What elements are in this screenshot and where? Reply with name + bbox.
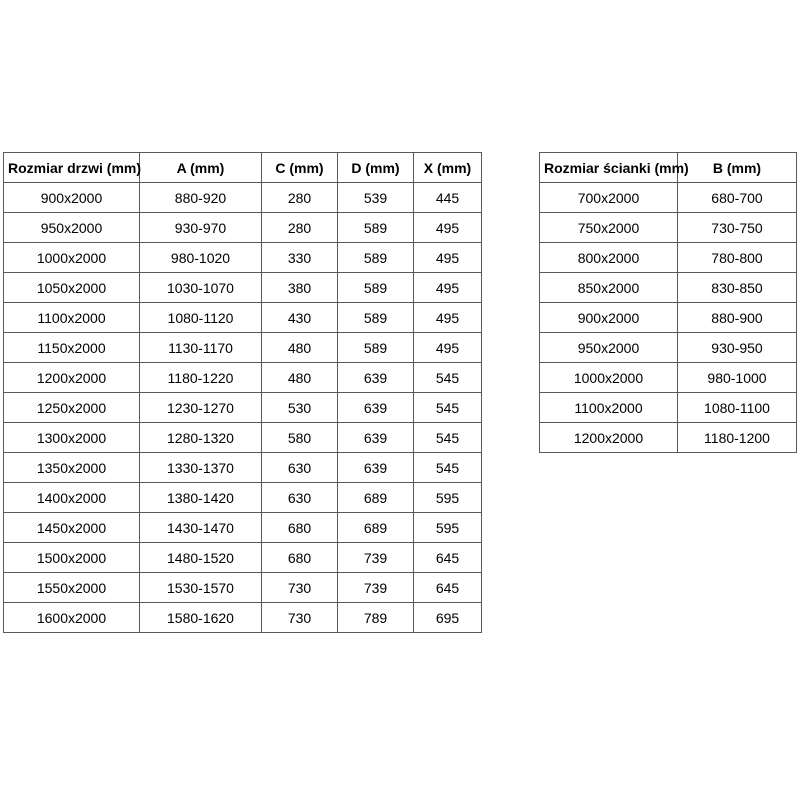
table-cell: 1130-1170 xyxy=(140,333,262,363)
table-cell: 639 xyxy=(338,393,414,423)
table-row xyxy=(4,363,482,393)
table-cell: 589 xyxy=(338,273,414,303)
table-cell: 545 xyxy=(414,363,482,393)
table-row xyxy=(540,213,797,243)
table-cell: 445 xyxy=(414,183,482,213)
table-cell: 630 xyxy=(262,453,338,483)
table-cell: 730 xyxy=(262,603,338,633)
table-row xyxy=(4,303,482,333)
table-cell: 539 xyxy=(338,183,414,213)
door-dimensions-table xyxy=(3,152,482,633)
table-row xyxy=(540,363,797,393)
table-cell: 1580-1620 xyxy=(140,603,262,633)
table-cell: 1050x2000 xyxy=(4,273,140,303)
table-cell: 589 xyxy=(338,243,414,273)
table-row xyxy=(540,333,797,363)
table-row xyxy=(4,333,482,363)
table-row xyxy=(4,603,482,633)
table-cell: 1350x2000 xyxy=(4,453,140,483)
table-cell: 695 xyxy=(414,603,482,633)
table-cell: 589 xyxy=(338,303,414,333)
table-cell: 680 xyxy=(262,513,338,543)
table-cell: 880-920 xyxy=(140,183,262,213)
table-cell: 330 xyxy=(262,243,338,273)
table-cell: 480 xyxy=(262,363,338,393)
table-cell: 495 xyxy=(414,213,482,243)
table-cell: 680 xyxy=(262,543,338,573)
table-row xyxy=(540,423,797,453)
table-row xyxy=(4,513,482,543)
table-cell: 589 xyxy=(338,213,414,243)
table-cell: 739 xyxy=(338,573,414,603)
table-cell: 580 xyxy=(262,423,338,453)
table-cell: 850x2000 xyxy=(540,273,678,303)
table-cell: 380 xyxy=(262,273,338,303)
table-cell: 930-970 xyxy=(140,213,262,243)
table-cell: 1600x2000 xyxy=(4,603,140,633)
table-cell: 1330-1370 xyxy=(140,453,262,483)
table-row xyxy=(4,453,482,483)
column-header: X (mm) xyxy=(414,153,482,183)
table-cell: 280 xyxy=(262,183,338,213)
table-cell: 645 xyxy=(414,573,482,603)
table-cell: 595 xyxy=(414,513,482,543)
table-cell: 545 xyxy=(414,423,482,453)
table-cell: 589 xyxy=(338,333,414,363)
column-header: A (mm) xyxy=(140,153,262,183)
table-cell: 1030-1070 xyxy=(140,273,262,303)
table-cell: 1400x2000 xyxy=(4,483,140,513)
table-cell: 639 xyxy=(338,423,414,453)
table-cell: 1480-1520 xyxy=(140,543,262,573)
table-cell: 1080-1120 xyxy=(140,303,262,333)
table-cell: 739 xyxy=(338,543,414,573)
table-cell: 900x2000 xyxy=(540,303,678,333)
table-cell: 545 xyxy=(414,453,482,483)
table-row xyxy=(4,483,482,513)
table-cell: 730-750 xyxy=(678,213,797,243)
table-cell: 800x2000 xyxy=(540,243,678,273)
table-cell: 630 xyxy=(262,483,338,513)
table-cell: 780-800 xyxy=(678,243,797,273)
table-cell: 700x2000 xyxy=(540,183,678,213)
table-row xyxy=(4,273,482,303)
table-cell: 950x2000 xyxy=(4,213,140,243)
table-cell: 1500x2000 xyxy=(4,543,140,573)
table-cell: 1080-1100 xyxy=(678,393,797,423)
table-cell: 495 xyxy=(414,333,482,363)
table-cell: 980-1020 xyxy=(140,243,262,273)
table-cell: 830-850 xyxy=(678,273,797,303)
column-header: Rozmiar ścianki (mm) xyxy=(540,153,678,183)
table-cell: 680-700 xyxy=(678,183,797,213)
table-row xyxy=(4,183,482,213)
table-cell: 1200x2000 xyxy=(4,363,140,393)
table-row xyxy=(540,183,797,213)
table-cell: 1100x2000 xyxy=(540,393,678,423)
table-cell: 980-1000 xyxy=(678,363,797,393)
table-cell: 495 xyxy=(414,243,482,273)
table-header-row xyxy=(4,153,482,183)
column-header: C (mm) xyxy=(262,153,338,183)
table-cell: 280 xyxy=(262,213,338,243)
table-row xyxy=(540,393,797,423)
table-row xyxy=(4,393,482,423)
table-cell: 1150x2000 xyxy=(4,333,140,363)
table-row xyxy=(4,213,482,243)
table-cell: 750x2000 xyxy=(540,213,678,243)
table-cell: 430 xyxy=(262,303,338,333)
table-cell: 730 xyxy=(262,573,338,603)
table-cell: 1100x2000 xyxy=(4,303,140,333)
table-row xyxy=(540,273,797,303)
table-row xyxy=(4,543,482,573)
table-header-row xyxy=(540,153,797,183)
table-cell: 1000x2000 xyxy=(4,243,140,273)
column-header: D (mm) xyxy=(338,153,414,183)
column-header: Rozmiar drzwi (mm) xyxy=(4,153,140,183)
table-cell: 689 xyxy=(338,483,414,513)
table-cell: 1200x2000 xyxy=(540,423,678,453)
table-row xyxy=(4,573,482,603)
table-cell: 1450x2000 xyxy=(4,513,140,543)
table-cell: 900x2000 xyxy=(4,183,140,213)
table-cell: 1250x2000 xyxy=(4,393,140,423)
table-cell: 880-900 xyxy=(678,303,797,333)
table-cell: 495 xyxy=(414,273,482,303)
table-cell: 1280-1320 xyxy=(140,423,262,453)
table-row xyxy=(4,243,482,273)
table-cell: 480 xyxy=(262,333,338,363)
table-cell: 689 xyxy=(338,513,414,543)
table-cell: 495 xyxy=(414,303,482,333)
table-cell: 545 xyxy=(414,393,482,423)
table-cell: 645 xyxy=(414,543,482,573)
table-cell: 595 xyxy=(414,483,482,513)
table-cell: 950x2000 xyxy=(540,333,678,363)
table-cell: 530 xyxy=(262,393,338,423)
table-cell: 1230-1270 xyxy=(140,393,262,423)
table-cell: 639 xyxy=(338,363,414,393)
table-row xyxy=(4,423,482,453)
table-cell: 789 xyxy=(338,603,414,633)
table-cell: 1430-1470 xyxy=(140,513,262,543)
table-cell: 1180-1220 xyxy=(140,363,262,393)
table-cell: 1000x2000 xyxy=(540,363,678,393)
table-cell: 930-950 xyxy=(678,333,797,363)
table-row xyxy=(540,303,797,333)
table-cell: 1180-1200 xyxy=(678,423,797,453)
table-cell: 1300x2000 xyxy=(4,423,140,453)
table-cell: 1380-1420 xyxy=(140,483,262,513)
table-row xyxy=(540,243,797,273)
wall-dimensions-table xyxy=(539,152,797,453)
table-cell: 1530-1570 xyxy=(140,573,262,603)
column-header: B (mm) xyxy=(678,153,797,183)
table-cell: 639 xyxy=(338,453,414,483)
table-cell: 1550x2000 xyxy=(4,573,140,603)
